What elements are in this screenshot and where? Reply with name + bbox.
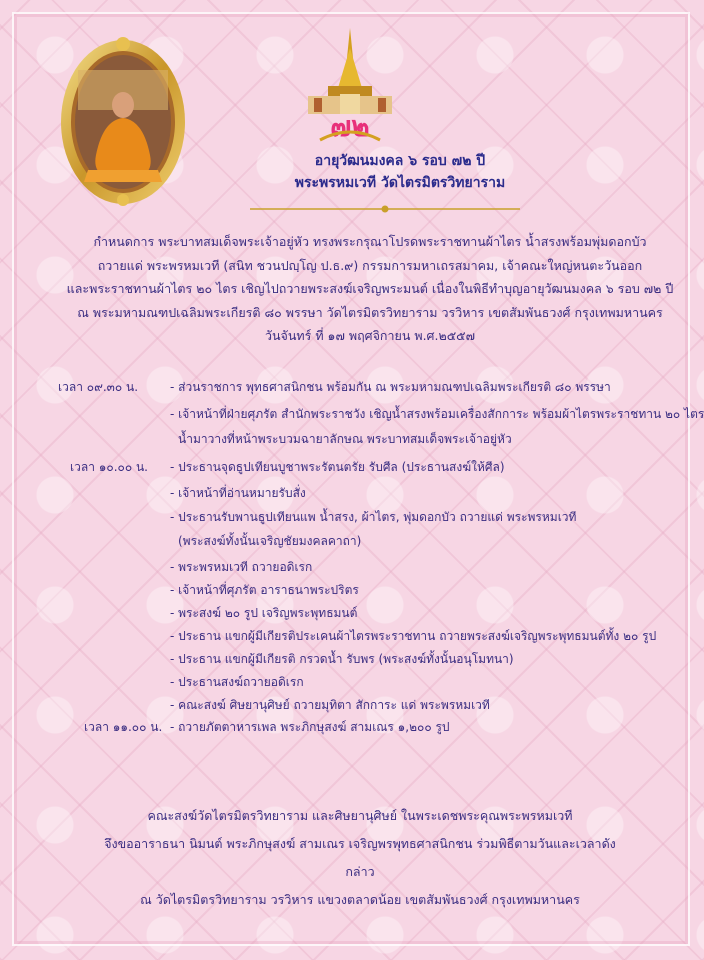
temple-emblem-icon bbox=[300, 28, 400, 144]
intro-line: ถวายแด่ พระพรหมเวที (สนิท ชวนปญฺโญ ป.ธ.๙) กรรมการมหาเถรสมาคม, เจ้าคณะใหญ่หนตะวันออก bbox=[97, 257, 643, 273]
time-label: เวลา ๑๐.๐๐ น. bbox=[70, 460, 148, 474]
intro-paragraph bbox=[66, 230, 674, 348]
schedule-item: (พระสงฆ์ทั้งนั้นเจริญชัยมงคลคาถา) bbox=[178, 534, 362, 548]
schedule-item: - พระสงฆ์ ๒๐ รูป เจริญพระพุทธมนต์ bbox=[170, 606, 358, 620]
closing-paragraph bbox=[90, 802, 630, 914]
schedule-item: - เจ้าหน้าที่ฝ่ายศุภรัต สำนักพระราชวัง เชิญน้ำสรงพร้อมเครื่องสักการะ พร้อมผ้าไตรพระราชทาน ๒๐ ไตร bbox=[170, 407, 704, 421]
intro-line: กำหนดการ พระบาทสมเด็จพระเจ้าอยู่หัว ทรงพระกรุณาโปรดพระราชทานผ้าไตร น้ำสรงพร้อมพุ่มดอกบัว bbox=[93, 234, 647, 249]
temple-emblem bbox=[300, 28, 400, 144]
intro-line: ณ พระมหามณฑปเฉลิมพระเกียรติ ๘๐ พรรษา วัดไตรมิตรวิทยาราม วรวิหาร เขตสัมพันธวงศ์ กรุงเทพมหานคร bbox=[77, 304, 663, 320]
intro-date: วันจันทร์ ที่ ๑๗ พฤศจิกายน พ.ศ.๒๕๕๗ bbox=[264, 328, 476, 343]
page-title bbox=[150, 150, 650, 194]
schedule-item: - เจ้าหน้าที่อ่านหมายรับสั่ง bbox=[170, 486, 306, 500]
emblem-numerals: ๗๒ bbox=[330, 110, 370, 143]
schedule-item: - ประธานจุดธูปเทียนบูชาพระรัตนตรัย รับศีล (ประธานสงฆ์ให้ศีล) bbox=[170, 460, 505, 474]
schedule-item: - พระพรหมเวที ถวายอดิเรก bbox=[170, 560, 313, 574]
title-line-2: พระพรหมเวที วัดไตรมิตรวิทยาราม bbox=[294, 175, 506, 191]
time-label: เวลา ๑๑.๐๐ น. bbox=[84, 720, 163, 734]
schedule-item: - ประธาน แขกผู้มีเกียรติประเคนผ้าไตรพระราชทาน ถวายพระสงฆ์เจริญพระพุทธมนต์ทั้ง ๒๐ รูป bbox=[170, 629, 657, 643]
schedule-item: - ถวายภัตตาหารเพล พระภิกษุสงฆ์ สามเณร ๑,๒๐๐ รูป bbox=[170, 720, 450, 734]
schedule-item: - เจ้าหน้าที่ศุภรัต อาราธนาพระปริตร bbox=[170, 583, 359, 597]
schedule-item: - ประธานรับพานธูปเทียนแพ น้ำสรง, ผ้าไตร, พุ่มดอกบัว ถวายแด่ พระพรหมเวที bbox=[170, 510, 577, 524]
intro-line: และพระราชทานผ้าไตร ๒๐ ไตร เชิญไปถวายพระสงฆ์เจริญพระมนต์ เนื่องในพิธีทำบุญอายุวัฒนมงคล ๖ รอบ ๗๒ ปี bbox=[66, 281, 674, 296]
schedule-item: - ประธานสงฆ์ถวายอดิเรก bbox=[170, 675, 304, 689]
divider-ornament-icon bbox=[250, 204, 520, 214]
ornamental-divider bbox=[250, 204, 520, 214]
title-line-1: อายุวัฒนมงคล ๖ รอบ ๗๒ ปี bbox=[314, 153, 486, 169]
closing-line: คณะสงฆ์วัดไตรมิตรวิทยาราม และศิษยานุศิษย์ ในพระเดชพระคุณพระพรหมเวที bbox=[147, 808, 573, 823]
schedule-item: - คณะสงฆ์ ศิษยานุศิษย์ ถวายมุทิตา สักการะ แด่ พระพรหมเวที bbox=[170, 698, 490, 712]
closing-line: จึงขออาราธนา นิมนต์ พระภิกษุสงฆ์ สามเณร เจริญพรพุทธศาสนิกชน ร่วมพิธีตามวันและเวลาดังกล่าว bbox=[104, 836, 616, 879]
closing-line: ณ วัดไตรมิตรวิทยาราม วรวิหาร แขวงตลาดน้อย เขตสัมพันธวงศ์ กรุงเทพมหานคร bbox=[140, 892, 580, 907]
schedule-item: - ประธาน แขกผู้มีเกียรติ กรวดน้ำ รับพร (พระสงฆ์ทั้งนั้นอนุโมทนา) bbox=[170, 652, 514, 666]
time-label: เวลา ๐๙.๓๐ น. bbox=[58, 380, 139, 394]
schedule-item: - ส่วนราชการ พุทธศาสนิกชน พร้อมกัน ณ พระมหามณฑปเฉลิมพระเกียรติ ๘๐ พรรษา bbox=[170, 380, 611, 394]
schedule-item: น้ำมาวางที่หน้าพระบวมฉายาลักษณ พระบาทสมเด็จพระเจ้าอยู่หัว bbox=[178, 432, 512, 446]
